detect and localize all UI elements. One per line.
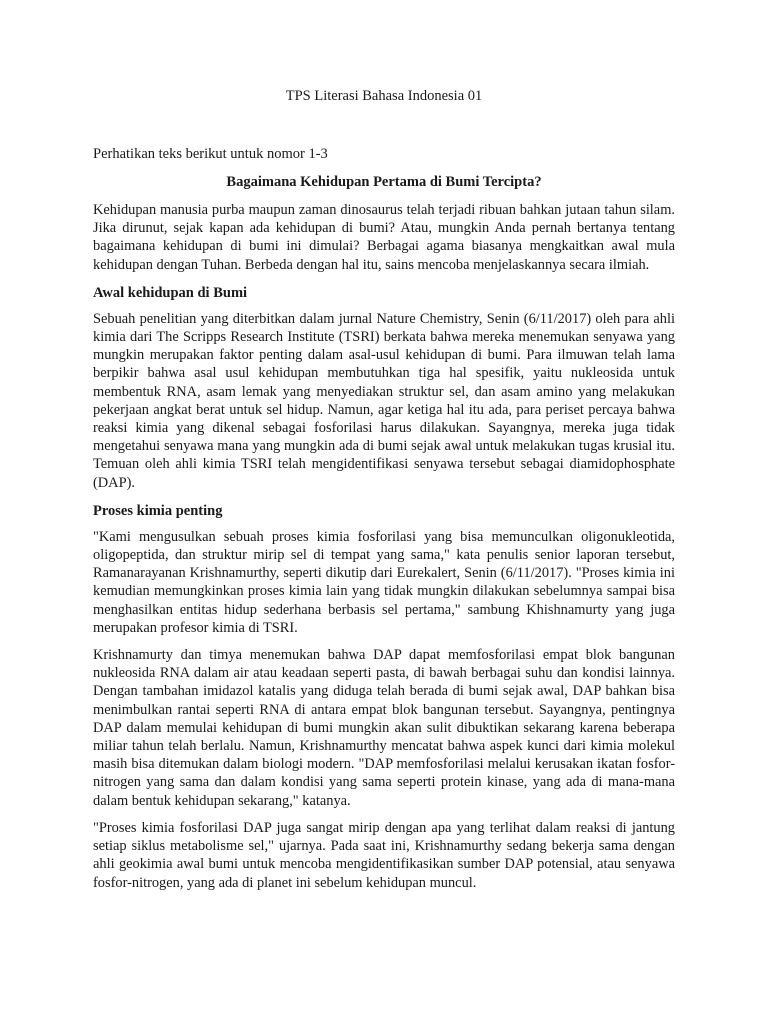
- section-paragraph: Krishnamurty dan timya menemukan bahwa DAP dapat memfosforilasi empat blok bangunan nukleosida RNA dalam air atau keadaan seperti pasta, di bawah berbagai suhu dan kondisi lainnya. Dengan tambahan imidazol katalis yang diduga telah berada di bumi sejak awal, DAP bahkan bisa menimbulkan rantai seperti RNA di antara empat blok bangunan tersebut. Sayangnya, pentingnya DAP dalam memulai kehidupan di bumi mungkin akan sulit dibuktikan sekarang karena beberapa miliar tahun telah berlalu. Namun, Krishnamurthy mencatat bahwa aspek kunci dari kimia molekul masih bisa ditemukan dalam biologi modern. "DAP memfosforilasi melalui kerusakan ikatan fosfor-nitrogen yang sama dan dalam kondisi yang sama seperti protein kinase, yang ada di mana-mana dalam bentuk kehidupan sekarang," katanya.: [93, 647, 675, 809]
- section-paragraph: "Proses kimia fosforilasi DAP juga sangat mirip dengan apa yang terlihat dalam reaksi di jantung setiap siklus metabolisme sel," ujarnya. Pada saat ini, Krishnamurthy sedang bekerja sama dengan ahli geokimia awal bumi untuk mencoba mengidentifikasikan sumber DAP potensial, atau senyawa fosfor-nitrogen, yang ada di planet ini sebelum kehidupan muncul.: [93, 819, 675, 891]
- section-heading-proses-kimia: Proses kimia penting: [93, 502, 223, 519]
- document-content: [93, 144, 675, 901]
- instruction-text: Perhatikan teks berikut untuk nomor 1-3: [93, 146, 328, 162]
- intro-paragraph: Kehidupan manusia purba maupun zaman dinosaurus telah terjadi ribuan bahkan jutaan tahun silam. Jika dirunut, sejak kapan ada kehidupan di bumi? Atau, mungkin Anda pernah bertanya tentang bagaimana kehidupan di bumi ini dimulai? Berbagai agama biasanya mengkaitkan awal mula kehidupan dengan Tuhan. Berbeda dengan hal itu, sains mencoba menjelaskannya secara ilmiah.: [93, 202, 675, 273]
- section-paragraph: Sebuah penelitian yang diterbitkan dalam jurnal Nature Chemistry, Senin (6/11/2017) oleh para ahli kimia dari The Scripps Research Institute (TSRI) berkata bahwa mereka menemukan senyawa yang mungkin merupakan faktor penting dalam asal-usul kehidupan di bumi. Para ilmuwan telah lama berpikir bahwa asal usul kehidupan membutuhkan tiga hal spesifik, yaitu nukleosida untuk membentuk RNA, asam lemak yang menyediakan struktur sel, dan asam amino yang melakukan pekerjaan angkat berat untuk sel hidup. Namun, agar ketiga hal itu ada, para periset percaya bahwa reaksi kimia yang dikenal sebagai fosforilasi harus dilakukan. Sayangnya, mereka juga tidak mengetahui senyawa mana yang mungkin ada di bumi sejak awal untuk melakukan tugas krusial itu. Temuan oleh ahli kimia TSRI telah mengidentifikasi senyawa tersebut sebagai diamidophosphate (DAP).: [93, 310, 675, 491]
- section-paragraph: "Kami mengusulkan sebuah proses kimia fosforilasi yang bisa memunculkan oligonukleotida, oligopeptida, dan struktur mirip sel di tempat yang sama," kata penulis senior laporan tersebut, Ramanarayanan Krishnamurthy, seperti dikutip dari Eurekalert, Senin (6/11/2017). "Proses kimia ini kemudian memungkinkan proses kimia lain yang tidak mungkin dilakukan sebelumnya sampai bisa menghasilkan entitas hidup sederhana berbasis sel pertama," sambung Khishnamurty yang juga merupakan profesor kimia di TSRI.: [93, 528, 675, 636]
- document-title: TPS Literasi Bahasa Indonesia 01: [285, 88, 483, 104]
- article-title: Bagaimana Kehidupan Pertama di Bumi Tercipta?: [226, 174, 542, 190]
- section-heading-awal-kehidupan: Awal kehidupan di Bumi: [93, 284, 248, 301]
